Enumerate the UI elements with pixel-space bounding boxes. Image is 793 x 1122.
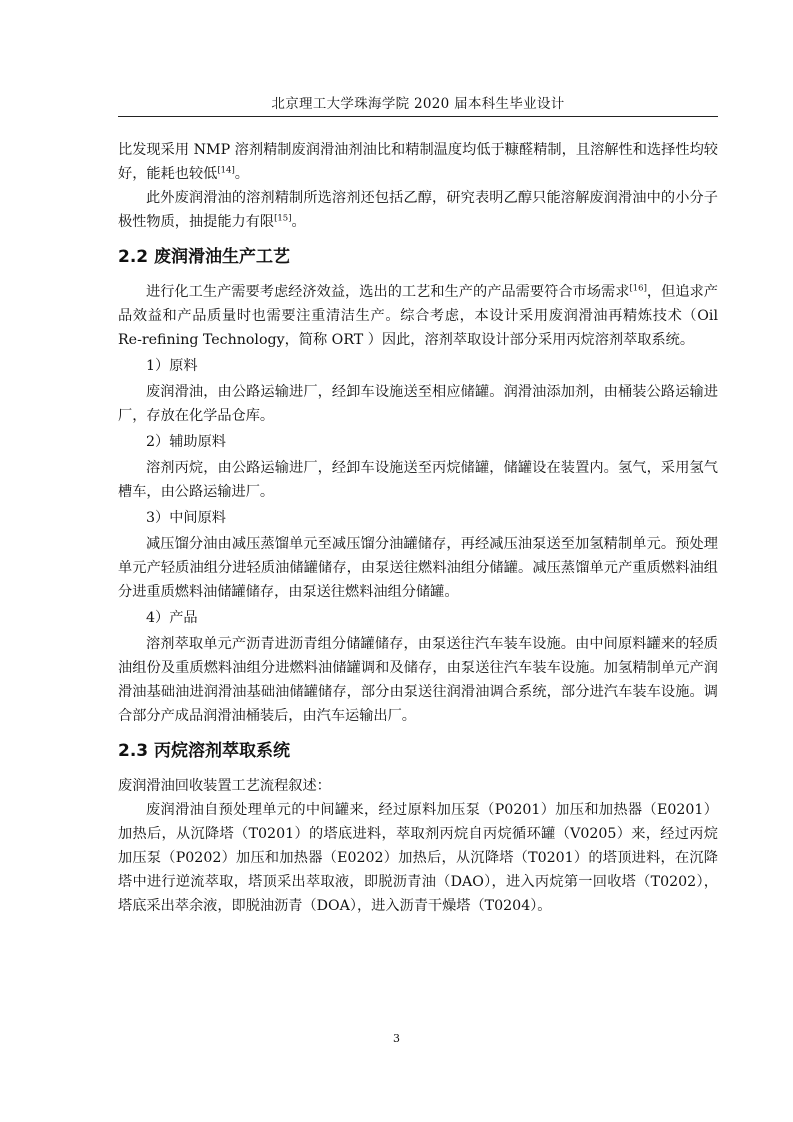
section-heading-2-3: 2.3 丙烷溶剂萃取系统	[118, 741, 291, 761]
page-number: 3	[393, 1032, 400, 1045]
paragraph-tail: ，但追求产品效益和产品质量时也需要注重清洁生产。综合考虑，本设计采用废润滑油再精炼技术（Oil Re-refining Technology，简称 ORT ）因此，溶剂萃取设计部分采用丙烷溶剂萃取系统。	[118, 284, 718, 348]
paragraph-tail: 。	[291, 214, 306, 230]
paragraph-products: 溶剂萃取单元产沥青进沥青组分储罐储存，由泵送往汽车装车设施。由中间原料罐来的轻质油组份及重质燃料油组分进燃料油储罐调和及储存，由泵送往汽车装车设施。加氢精制单元产润滑油基础油进润滑油基础油储罐储存，部分由泵送往润滑油调合系统，部分进汽车装车设施。调合部分产成品润滑油桶装后，由汽车运输出厂。	[118, 636, 718, 724]
list-item-raw-material: 1）原料	[146, 358, 198, 374]
list-item-products: 4）产品	[146, 610, 198, 626]
paragraph-nmp-solvent	[118, 138, 718, 186]
paragraph-text: 进行化工生产需要考虑经济效益，选出的工艺和生产的产品需要符合市场需求	[146, 284, 630, 300]
list-item-intermediate-material: 3）中间原料	[146, 510, 226, 526]
paragraph-text: 此外废润滑油的溶剂精制所选溶剂还包括乙醇，研究表明乙醇只能溶解废润滑油中的小分子极性物质，抽提能力有限	[118, 190, 718, 230]
paragraph-raw-material: 废润滑油，由公路运输进厂，经卸车设施送至相应储罐。润滑油添加剂，由桶装公路运输进厂，存放在化学品仓库。	[118, 384, 718, 424]
paragraph-ethanol-solvent	[118, 186, 718, 234]
paragraph-text: 比发现采用 NMP 溶剂精制废润滑油剂油比和精制温度均低于糠醛精制，且溶解性和选择性均较好，能耗也较低	[118, 142, 718, 182]
paragraph-tail: 。	[234, 166, 249, 182]
citation-ref: [16]	[629, 283, 647, 294]
paragraph-flow-description: 废润滑油自预处理单元的中间罐来，经过原料加压泵（P0201）加压和加热器（E0201）加热后，从沉降塔（T0201）的塔底进料，萃取剂丙烷自丙烷循环罐（V0205）来，经过丙烷加压泵（P0202）加压和加热器（E0202）加热后，从沉降塔（T0201）的塔顶进料，在沉降塔中进行逆流萃取，塔顶采出萃取液，即脱沥青油（DAO），进入丙烷第一回收塔（T0202），塔底采出萃余液，即脱油沥青（DOA），进入沥青干燥塔（T0204）。	[118, 802, 718, 914]
page-content	[118, 138, 718, 918]
citation-ref: [14]	[217, 165, 235, 176]
paragraph-intermediate-material: 减压馏分油由减压蒸馏单元至减压馏分油罐储存，再经减压油泵送至加氢精制单元。预处理单元产轻质油组分进轻质油储罐储存，由泵送往燃料油组分储罐。减压蒸馏单元产重质燃料油组分进重质燃料油储罐储存，由泵送往燃料油组分储罐。	[118, 536, 718, 600]
header-rule	[118, 116, 718, 117]
list-item-auxiliary-material: 2）辅助原料	[146, 434, 226, 450]
section-heading-2-2: 2.2 废润滑油生产工艺	[118, 247, 291, 267]
paragraph-flow-intro: 废润滑油回收装置工艺流程叙述：	[118, 778, 331, 794]
citation-ref: [15]	[274, 213, 292, 224]
paragraph-process-selection	[118, 280, 718, 352]
running-header: 北京理工大学珠海学院 2020 届本科生毕业设计	[271, 96, 565, 112]
paragraph-auxiliary-material: 溶剂丙烷，由公路运输进厂，经卸车设施送至丙烷储罐，储罐设在装置内。氢气，采用氢气槽车，由公路运输进厂。	[118, 460, 718, 500]
